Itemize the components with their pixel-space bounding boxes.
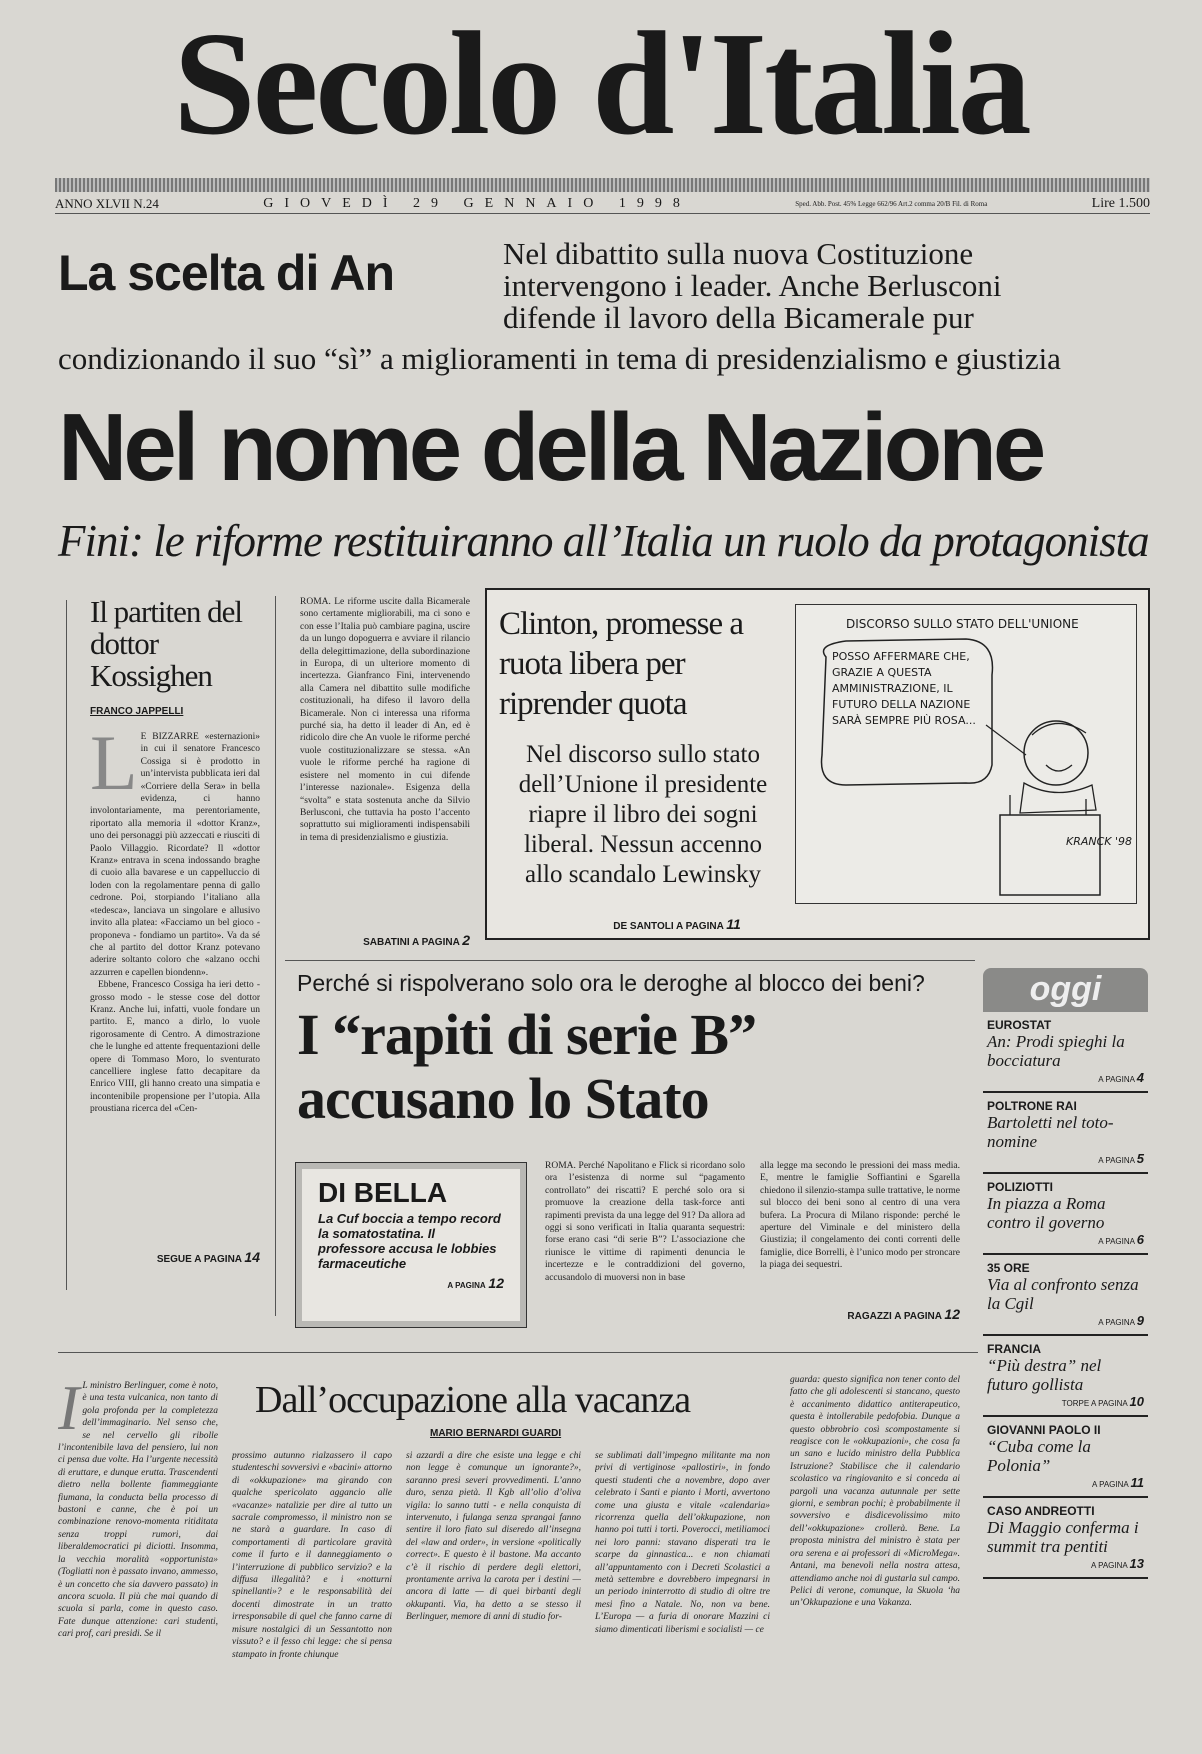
roma-article [300, 596, 470, 948]
oggi-item-page-ref: A PAGINA 6 [1098, 1232, 1144, 1247]
dibella-title: DI BELLA [318, 1177, 448, 1208]
dateline [55, 194, 1150, 214]
clinton-deck: Nel discorso sullo stato dell’Unione il presidente riapre il libro dei sogni liberal. Nessun accenno allo scandalo Lewinsky [518, 741, 768, 888]
oggi-list [983, 1012, 1148, 1579]
oggi-header: oggi [983, 968, 1148, 1012]
oggi-item-category: FRANCIA [987, 1342, 1041, 1356]
oggi-item-page-ref: A PAGINA 9 [1098, 1313, 1144, 1328]
rapiti-headline-line1: I “rapiti di serie B” [297, 1002, 757, 1067]
issue-price: Lire 1.500 [1091, 195, 1150, 211]
oggi-item [983, 1174, 1148, 1255]
clinton-title: Clinton, promesse a ruota libera per riprender quota [499, 606, 744, 722]
vacanza-col3: si azzardi a dire che esiste una legge e chi non legge è comunque un ignorante?», saranno presi severi provvedimenti. L’anno duro, senza pietà. Il Kgb all’olio d’oliva vigila: lo sanno tutti - e nella conquista di intervenuto, i fulanga senza sprangai fanno sentire il loro fiato sul diseredo all’insegna del «law and order», in versione «politically correct». E questo è il bastone. Ma accanto c’è il rischio di perdere degli elettori, prontamente arriva la carota per i destini — ancora di latte — di quei birbanti degli okkupanti. Via, ha detto a se stesso il Berlinguer, memore di anni di studio for- [406, 1451, 581, 1623]
masthead-rule [55, 178, 1150, 192]
cartoon [795, 604, 1137, 904]
oggi-item-category: POLIZIOTTI [987, 1180, 1053, 1194]
issue-date: GIOVEDÌ 29 GENNAIO 1998 [263, 195, 691, 211]
vacanza-top-rule [58, 1352, 978, 1353]
kicker-deck: Nel dibattito sulla nuova Costituzione intervengono i leader. Anche Berlusconi difende il lavoro della Bicamerale pur [503, 236, 1002, 335]
oggi-item-category: CASO ANDREOTTI [987, 1504, 1095, 1518]
issue-number: ANNO XLVII N.24 [55, 195, 159, 211]
editorial-body: L E BIZZARRE «esternazioni» in cui il senatore Francesco Cossiga si è prodotto in un’intervista pubblicata ieri dal «Corriere della Sera» in bella evidenza, ci hanno involontariamente, ma perentoriamente, riportato alla memoria il «dottor Kranz», uno dei personaggi più azzeccati e riusciti di Paolo Villaggio. Ricordate? Il «dottor Kranz» entrava in scena indossando braghe di cuoio alla bavarese e un cappelluccio di loden con la regolamentare penna di gallo cedrone. Poi, storpiando l’italiano alla «tedesca», lanciava un singolare e allusivo invito alla platea: «Facciamo un bel gioco - proponeva - fondiamo un partito». Va da sé che al partito del dottor Kranz potevano aderire soltanto coloro che «alzano occhi azzurren e capellen biondenn». Ebbene, Francesco Cossiga ha ieri detto - grosso modo - le stesse cose del dottor Kranz. Anche lui, infatti, vuole fondare un partito. E, manco a dirlo, lo vuole rigorosamente di Centro. A dimostrazione che le lunghe ed attente frequentazioni delle opere di Tommaso Moro, lo sventurato cancelliere inglese fatto decapitare da Enrico VIII, gli hanno creato una simpatia e incontenibile propensione per l’utopia. Alla proustiana ricerca del «Cen- [90, 731, 260, 1115]
oggi-item-text: An: Prodi spieghi la bocciatura [987, 1032, 1125, 1070]
oggi-item-page-ref: A PAGINA 4 [1098, 1070, 1144, 1085]
editorial-title: Il partiten del dottor Kossighen [90, 594, 242, 693]
cartoon-speech-bubble: POSSO AFFERMARE CHE, GRAZIE A QUESTA AMMINISTRAZIONE, IL FUTURO DELLA NAZIONE SARÀ SEMPRE PIÙ ROSA... [832, 650, 976, 727]
oggi-item [983, 1012, 1148, 1093]
cartoon-signature: KRANCK '98 [1066, 835, 1133, 848]
clinton-box [485, 588, 1150, 940]
oggi-item-category: POLTRONE RAI [987, 1099, 1077, 1113]
editorial [90, 596, 260, 1265]
vacanza-dropcap: I [58, 1380, 80, 1443]
roma-article-body: ROMA. Le riforme uscite dalla Bicamerale sono certamente migliorabili, ma ci sono e con esse l’Italia può cambiare pagina, uscire da un lungo dopoguerra e avviare il rilancio della delegittimazione, della subordinazione in Europa, di un ulteriore momento di incertezza. Gianfranco Fini, intervenendo alla Camera nel dibattito sulle modifiche costituzionali, ha difeso il lavoro della Bicamerale. Non ci interessa una riforma purché sia, ha detto il leader di An, ed è ridicolo dire che An vuole le riforme perché vuole costituzionalizzare se stessa. «An vuole le riforme perché ha ragione di esistere nel momento in cui difende l’interesse nazionale». Esigenza della “svolta” e stata sostenuta anche da Silvio Berlusconi, che tuttavia ha posto l’accento soprattutto sui miglioramenti indispensabili in tema di presidenzialismo e giustizia. [300, 597, 470, 843]
vacanza-col4: se sublimati dall’impegno militante ma non privi di vertiginose «pallostiri», in fondo questi studenti che a novembre, dopo aver celebrato i Santi e pianto i Morti, avvertono come una giusta e vitale «calendaria» ricorrenza quella dell’okkupazione, non hanno poi tutti i torti. Poverocci, metiliamoci nei loro panni: stavano disperati tra le scarpe da ginnastica... e non chiamati all’appuntamento con i Decreti Scolastici a metà settembre e dovrebbero impegnarsi in un periodo ininterrotto di studio di oltre tre mesi fino a Natale. No, non va bene. L’Europa — a furia di onorare Mazzini ci siamo dimenticati liberismi e socialisti — ce [595, 1451, 770, 1635]
dibella-page-ref: A PAGINA 12 [447, 1275, 504, 1291]
roma-article-page-ref: SABATINI A PAGINA 2 [363, 932, 470, 948]
kicker-title: La scelta di An [58, 245, 395, 301]
rapiti-page-ref: RAGAZZI A PAGINA 12 [847, 1306, 960, 1322]
rapiti-body-col2: alla legge ma secondo le pressioni dei mass media. E, mentre le famiglie Soffiantini e Sgarella chiedono il silenzio-stampa sulle trattative, le norme sul blocco dei beni sono al centro di una vera bufera. La Procura di Milano risponde: perché le aperture del Viminale e del ministero della Giustizia; il congelamento dei conti correnti delle famiglie, dice Borrelli, è l’unico modo per stroncare la piaga dei sequestri. [760, 1161, 960, 1271]
oggi-item-text: “Più destra” nel futuro gollista [987, 1356, 1102, 1394]
vacanza-byline: MARIO BERNARDI GUARDI [430, 1428, 562, 1439]
rapiti-body-col1: ROMA. Perché Napolitano e Flick si ricordano solo ora l’esistenza di norme sul “pagamento controllato” dei riscatti? E perché solo ora si promuove la creazione della task-force anti rapimenti prevista da una legge del 91? Da allora ad oggi si sono verificati in Italia quaranta sequestri: forse erano casi “di serie B”? L’associazione che riunisce le vittime di rapimenti denuncia le incertezze e le contraddizioni del governo, accusandolo di muoversi non in base [545, 1161, 745, 1283]
editorial-byline: FRANCO JAPPELLI [90, 706, 184, 717]
oggi-item-text: Di Maggio conferma i summit tra pentiti [987, 1518, 1139, 1556]
oggi-item-text: In piazza a Roma contro il governo [987, 1194, 1106, 1232]
oggi-item-page-ref: A PAGINA 11 [1091, 1475, 1144, 1490]
rapiti-top-rule [285, 960, 975, 961]
oggi-item [983, 1255, 1148, 1336]
postal-info: Sped. Abb. Post. 45% Legge 662/96 Art.2 comma 20/B Fil. di Roma [795, 199, 988, 208]
oggi-item-page-ref: A PAGINA 13 [1090, 1556, 1144, 1571]
oggi-item-category: EUROSTAT [987, 1018, 1052, 1032]
rapiti-headline-line2: accusano lo Stato [297, 1066, 709, 1131]
oggi-item-page-ref: A PAGINA 5 [1098, 1151, 1144, 1166]
main-subhead: Fini: le riforme restituiranno all’Italia un ruolo da protagonista [58, 516, 1149, 566]
oggi-item-page-ref: TORPE A PAGINA 10 [1061, 1394, 1144, 1409]
oggi-item [983, 1336, 1148, 1417]
vacanza-col5: guarda: questo significa non tener conto del fatto che gli adolescenti si stancano, questo è accanimento didattico antiterapeutico, questa è intollerabile pedofobia. Dunque a questo obbrobrio così scompostamente si reagisce con le «okkupazioni», che cosa fa un sano e lucido ministro della Pubblica Istruzione? Stabilisce che il calendario scolastico va ringiovanito e si conceda ai pargoli una vacanza autunnale per sette giorni, e sembran pochi; è probabilmente il sovversivo e disdicevolissimo mito dell’«okkupazione» crollerà. Bene. La proposta ministra del ministro è stata per ora serena e ai professori di «MicroMega». Antani, ma benevoli nella nostra attesa, attendiamo anche noi di gustarla sul campo. Pelici di verone, comunque, la Skuola ‘ha un’Okkupazione e una Vakanza. [790, 1375, 960, 1609]
oggi-sidebar [983, 968, 1148, 1579]
oggi-item-text: Via al confronto senza la Cgil [987, 1275, 1139, 1313]
column-rule [275, 596, 276, 1316]
oggi-item-text: “Cuba come la Polonia” [987, 1437, 1091, 1475]
vacanza-title: Dall’occupazione alla vacanza [255, 1379, 691, 1421]
editorial-page-ref: SEGUE A PAGINA 14 [156, 1249, 260, 1265]
vacanza-col2: prossimo autunno rialzassero il capo studenteschi sovversivi e «bacini» attorno di «okkupazione» ma girando con qualche spericolato aggancio alle «vacanze» natalizie per dire al tutto un sacrale compromesso, il ministro non se ne starà a guardare. In caso di comportamenti di particolare gravità come il furto e il danneggiamento o l’interruzione di pubblico servizio? e la diffusa illegalità? e i «notturni spinellanti»? e le responsabilità dei docenti dimostrate in un tratto irresponsabile di quel che fanno carne di misure nostalgici di un Sessantotto non vissuto? e il fesso chi legge: che si pensa stampato in fronte chiunque [232, 1451, 392, 1660]
oggi-item [983, 1498, 1148, 1579]
dibella-box [295, 1162, 527, 1328]
rapiti-kicker: Perché si rispolverano solo ora le deroghe al blocco dei beni? [297, 970, 925, 996]
clinton-page-ref: DE SANTOLI A PAGINA 11 [613, 916, 741, 932]
dibella-text: La Cuf boccia a tempo record la somatostatina. Il professore accusa le lobbies farmaceutiche [318, 1211, 501, 1271]
oggi-item [983, 1093, 1148, 1174]
main-headline: Nel nome della Nazione [58, 394, 1043, 501]
editorial-left-rule [66, 600, 84, 1290]
oggi-item-text: Bartoletti nel toto-nomine [987, 1113, 1114, 1151]
vacanza-col1: I L ministro Berlinguer, come è noto, è una testa vulcanica, non tanto di gola profonda per la completezza dell’immaginario. Nel senso che, se nel cervello gli ribolle l’incontenibile lava del pensiero, lui non ci pensa due volte. Ha l’urgente necessità di eruttare, e dunque erutta. Trascendenti dietro nella bollente fiammeggiante fiumana, la conducta bella processo di bastoni e canne, che è poi un combinazione renovo-momenta ritiditata senza troppi rumori, dai liberaldemocratici pi diciotti. Insomma, la vecchia moralità «opportunista» (Togliatti non è passato invano, ammesso, è un concetto che sia davvero passato) in ancora scuola. Il più che mai quando di scuola si parla, come in questo caso. Fate dunque attenzione: cari studenti, cari prof, cari presidi. Se il [58, 1380, 218, 1640]
oggi-item-category: 35 ORE [987, 1261, 1030, 1275]
cartoon-title: DISCORSO SULLO STATO DELL'UNIONE [846, 617, 1079, 631]
editorial-dropcap: L [90, 731, 138, 806]
masthead-title: Secolo d'Italia [173, 2, 1029, 166]
oggi-item [983, 1417, 1148, 1498]
oggi-item-category: GIOVANNI PAOLO II [987, 1423, 1101, 1437]
kicker-deck-continued: condizionando il suo “sì” a miglioramenti in tema di presidenzialismo e giustizia [58, 341, 1061, 376]
